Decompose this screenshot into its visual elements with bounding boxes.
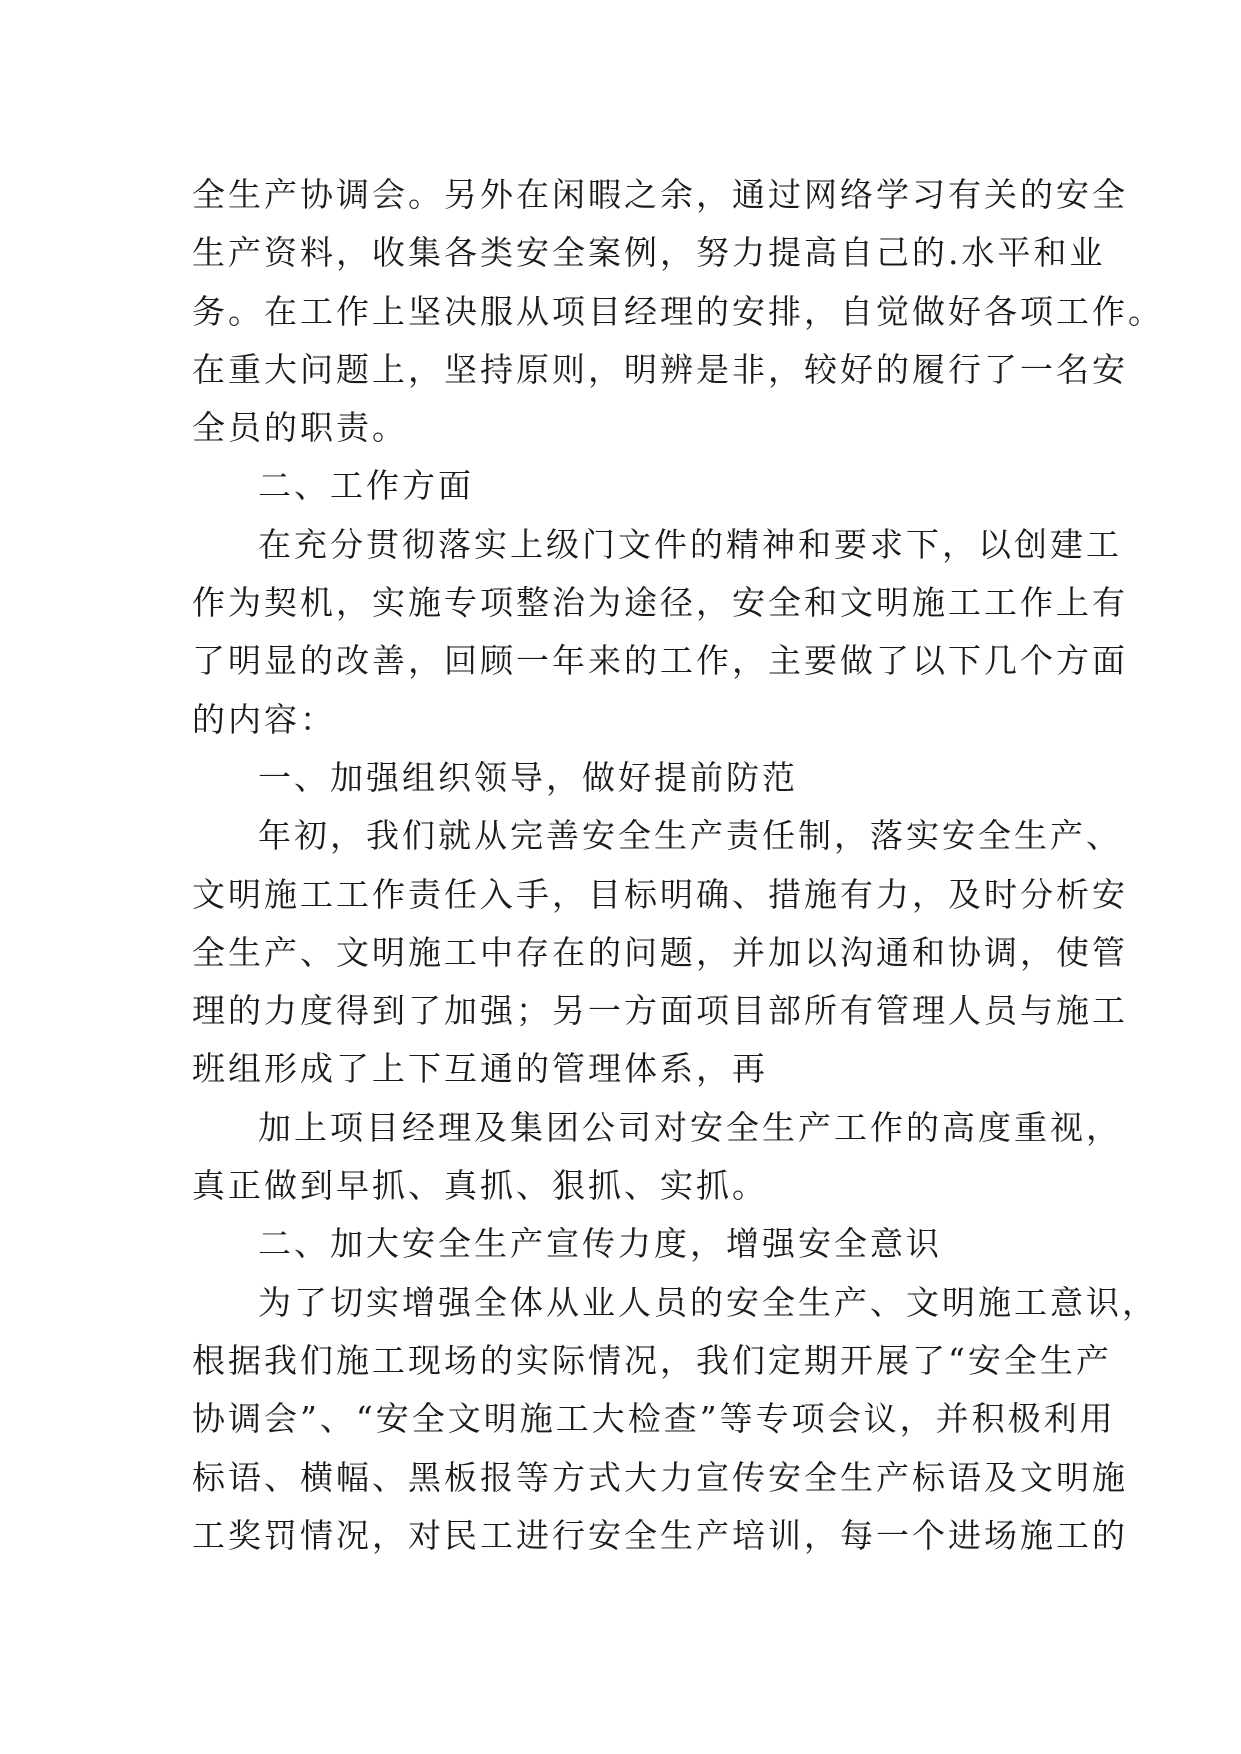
paragraph-first-line: 为了切实增强全体从业人员的安全生产、文明施工意识，: [258, 1282, 1158, 1322]
paragraph-line: 班组形成了上下互通的管理体系，再: [192, 1049, 768, 1089]
paragraph-line: 标语、横幅、黑板报等方式大力宣传安全生产标语及文明施: [192, 1457, 1128, 1497]
document-body-text: [192, 166, 1164, 1565]
paragraph-first-line: 一、加强组织领导，做好提前防范: [258, 757, 798, 797]
paragraph-line: 全生产、文明施工中存在的问题，并加以沟通和协调，使管: [192, 932, 1128, 972]
paragraph-first-line: 加上项目经理及集团公司对安全生产工作的高度重视，: [258, 1107, 1122, 1147]
paragraph-line: 在重大问题上，坚持原则，明辨是非，较好的履行了一名安: [192, 349, 1128, 389]
paragraph-line: 全员的职责。: [192, 408, 408, 448]
paragraph-line: 文明施工工作责任入手，目标明确、措施有力，及时分析安: [192, 874, 1128, 914]
paragraph-line: 的内容：: [192, 699, 336, 739]
paragraph-first-line: 年初，我们就从完善安全生产责任制，落实安全生产、: [258, 816, 1122, 856]
paragraph-line: 了明显的改善，回顾一年来的工作，主要做了以下几个方面: [192, 641, 1128, 681]
paragraph-line: 务。在工作上坚决服从项目经理的安排，自觉做好各项工作。: [192, 291, 1164, 331]
paragraph-line: 全生产协调会。另外在闲暇之余，通过网络学习有关的安全: [192, 175, 1128, 214]
paragraph-line: 理的力度得到了加强；另一方面项目部所有管理人员与施工: [192, 991, 1128, 1031]
paragraph-line: 工奖罚情况，对民工进行安全生产培训，每一个进场施工的: [192, 1515, 1128, 1555]
paragraph-first-line: 在充分贯彻落实上级门文件的精神和要求下，以创建工: [258, 524, 1122, 564]
paragraph-first-line: 二、加大安全生产宣传力度，增强安全意识: [258, 1224, 942, 1264]
paragraph-line: 真正做到早抓、真抓、狠抓、实抓。: [192, 1166, 768, 1206]
paragraph-line: 根据我们施工现场的实际情况，我们定期开展了“安全生产: [192, 1340, 1112, 1380]
paragraph-line: 协调会”、“安全文明施工大检查”等专项会议，并积极利用: [192, 1399, 1116, 1439]
paragraph-line: 生产资料，收集各类安全案例，努力提高自己的.水平和业: [192, 233, 1106, 273]
paragraph-first-line: 二、工作方面: [258, 466, 474, 506]
paragraph-line: 作为契机，实施专项整治为途径，安全和文明施工工作上有: [192, 583, 1128, 623]
